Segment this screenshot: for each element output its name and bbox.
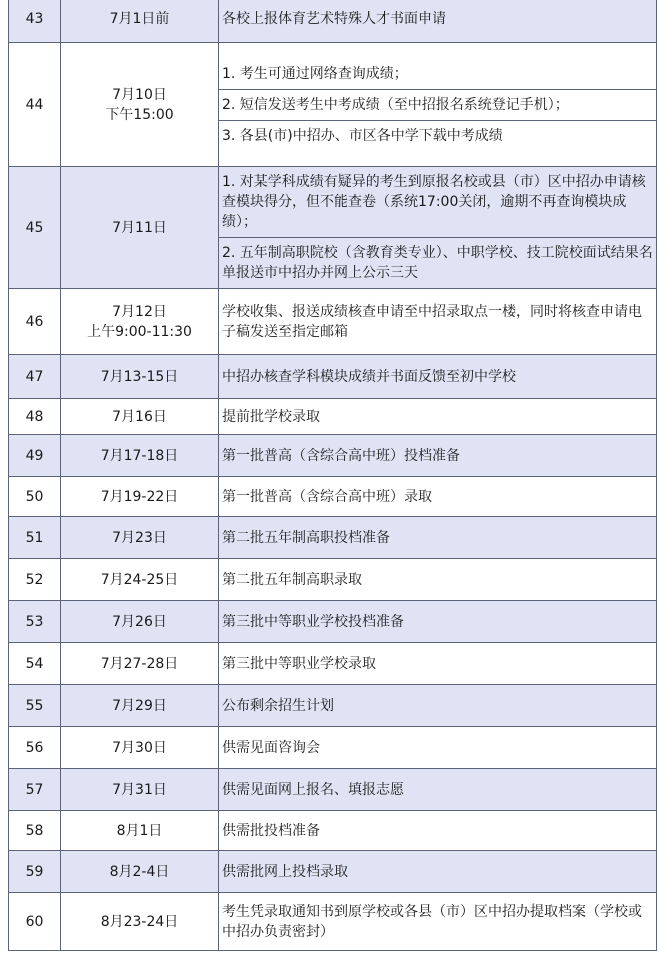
row-date bbox=[61, 289, 219, 355]
description-item: 考生凭录取通知书到原学校或各县（市）区中招办提取档案（学校或中招办负责密封） bbox=[222, 903, 642, 940]
row-number: 56 bbox=[9, 727, 61, 769]
description-item: 第二批五年制高职投档准备 bbox=[222, 529, 390, 546]
row-number: 44 bbox=[9, 43, 61, 167]
row-description bbox=[219, 643, 657, 685]
date-line: 7月27-28日 bbox=[100, 655, 179, 672]
date-line: 7月31日 bbox=[112, 781, 167, 798]
table-row bbox=[9, 0, 657, 43]
date-line: 7月30日 bbox=[112, 739, 167, 756]
description-item: 中招办核查学科模块成绩并书面反馈至初中学校 bbox=[222, 368, 516, 385]
row-date bbox=[61, 435, 219, 477]
row-number: 54 bbox=[9, 643, 61, 685]
table-row bbox=[9, 289, 657, 355]
date-line: 下午15:00 bbox=[105, 106, 174, 123]
row-description bbox=[219, 289, 657, 355]
description-item: 2. 五年制高职院校（含教育类专业）、中职学校、技工院校面试结果名单报送市中招办并网上公示三天 bbox=[218, 237, 656, 288]
row-number: 49 bbox=[9, 435, 61, 477]
description-item: 提前批学校录取 bbox=[222, 408, 320, 425]
date-line: 7月29日 bbox=[112, 697, 167, 714]
row-number: 48 bbox=[9, 399, 61, 435]
row-description bbox=[219, 769, 657, 811]
row-number: 45 bbox=[9, 167, 61, 289]
date-line: 7月1日前 bbox=[109, 10, 170, 27]
row-date bbox=[61, 643, 219, 685]
row-date bbox=[61, 517, 219, 559]
date-line: 8月1日 bbox=[116, 822, 163, 839]
description-item: 供需见面网上报名、填报志愿 bbox=[222, 781, 404, 798]
row-number: 46 bbox=[9, 289, 61, 355]
table-row bbox=[9, 851, 657, 893]
row-date bbox=[61, 355, 219, 399]
row-description bbox=[219, 0, 657, 43]
table-row bbox=[9, 477, 657, 517]
date-line: 7月23日 bbox=[112, 529, 167, 546]
row-description bbox=[219, 601, 657, 643]
table-row bbox=[9, 355, 657, 399]
date-line: 上午9:00-11:30 bbox=[87, 323, 192, 340]
row-number: 57 bbox=[9, 769, 61, 811]
date-line: 7月24-25日 bbox=[100, 571, 179, 588]
description-item: 供需批网上投档录取 bbox=[222, 863, 348, 880]
table-row bbox=[9, 685, 657, 727]
row-description bbox=[219, 893, 657, 951]
date-line: 8月2-4日 bbox=[109, 863, 170, 880]
description-item: 学校收集、报送成绩核查申请至中招录取点一楼，同时将核查申请电子稿发送至指定邮箱 bbox=[222, 303, 642, 340]
description-item: 供需见面咨询会 bbox=[222, 739, 320, 756]
row-description bbox=[219, 167, 657, 289]
table-row bbox=[9, 399, 657, 435]
description-item: 第三批中等职业学校投档准备 bbox=[222, 613, 404, 630]
description-item: 第一批普高（含综合高中班）录取 bbox=[222, 488, 432, 505]
date-line: 8月23-24日 bbox=[100, 913, 179, 930]
table-row bbox=[9, 601, 657, 643]
row-number: 51 bbox=[9, 517, 61, 559]
table-row bbox=[9, 893, 657, 951]
table-row bbox=[9, 811, 657, 851]
row-date bbox=[61, 893, 219, 951]
row-description bbox=[219, 517, 657, 559]
date-line: 7月12日 bbox=[112, 303, 167, 320]
description-item: 1. 对某学科成绩有疑异的考生到原报名校或县（市）区中招办申请核查模块得分，但不能查卷（系统17:00关闭，逾期不再查询模块成绩）； bbox=[222, 174, 646, 230]
description-item: 各校上报体育艺术特殊人才书面申请 bbox=[222, 10, 446, 27]
row-number: 53 bbox=[9, 601, 61, 643]
row-number: 47 bbox=[9, 355, 61, 399]
schedule-body bbox=[9, 0, 657, 951]
date-line: 7月10日 bbox=[112, 86, 167, 103]
description-item: 3. 各县(市)中招办、市区各中学下载中考成绩 bbox=[218, 120, 656, 151]
row-date bbox=[61, 0, 219, 43]
row-description bbox=[219, 685, 657, 727]
row-description bbox=[219, 435, 657, 477]
row-date bbox=[61, 167, 219, 289]
row-date bbox=[61, 727, 219, 769]
description-item: 供需批投档准备 bbox=[222, 822, 320, 839]
description-item: 1. 考生可通过网络查询成绩； bbox=[222, 65, 408, 82]
row-date bbox=[61, 851, 219, 893]
row-date bbox=[61, 399, 219, 435]
table-row bbox=[9, 435, 657, 477]
row-description bbox=[219, 43, 657, 167]
table-row bbox=[9, 167, 657, 289]
date-line: 7月11日 bbox=[112, 219, 167, 236]
date-line: 7月19-22日 bbox=[100, 488, 179, 505]
row-number: 55 bbox=[9, 685, 61, 727]
row-date bbox=[61, 43, 219, 167]
table-row bbox=[9, 517, 657, 559]
table-row bbox=[9, 559, 657, 601]
row-date bbox=[61, 477, 219, 517]
row-number: 43 bbox=[9, 0, 61, 43]
description-item: 公布剩余招生计划 bbox=[222, 697, 334, 714]
row-number: 50 bbox=[9, 477, 61, 517]
date-line: 7月16日 bbox=[112, 408, 167, 425]
table-row bbox=[9, 769, 657, 811]
date-line: 7月13-15日 bbox=[100, 368, 179, 385]
row-number: 58 bbox=[9, 811, 61, 851]
row-description bbox=[219, 811, 657, 851]
row-description bbox=[219, 477, 657, 517]
table-row bbox=[9, 727, 657, 769]
description-item: 第三批中等职业学校录取 bbox=[222, 655, 376, 672]
row-date bbox=[61, 685, 219, 727]
row-date bbox=[61, 811, 219, 851]
row-number: 52 bbox=[9, 559, 61, 601]
schedule-table bbox=[8, 0, 657, 951]
date-line: 7月26日 bbox=[112, 613, 167, 630]
description-item: 第一批普高（含综合高中班）投档准备 bbox=[222, 447, 460, 464]
row-description bbox=[219, 559, 657, 601]
row-description bbox=[219, 851, 657, 893]
description-item: 2. 短信发送考生中考成绩（至中招报名系统登记手机）； bbox=[218, 89, 656, 120]
row-description bbox=[219, 355, 657, 399]
row-number: 60 bbox=[9, 893, 61, 951]
table-row bbox=[9, 643, 657, 685]
row-date bbox=[61, 601, 219, 643]
description-item: 第二批五年制高职录取 bbox=[222, 571, 362, 588]
row-date bbox=[61, 559, 219, 601]
table-row bbox=[9, 43, 657, 167]
row-number: 59 bbox=[9, 851, 61, 893]
row-description bbox=[219, 399, 657, 435]
row-description bbox=[219, 727, 657, 769]
date-line: 7月17-18日 bbox=[100, 447, 179, 464]
row-date bbox=[61, 769, 219, 811]
